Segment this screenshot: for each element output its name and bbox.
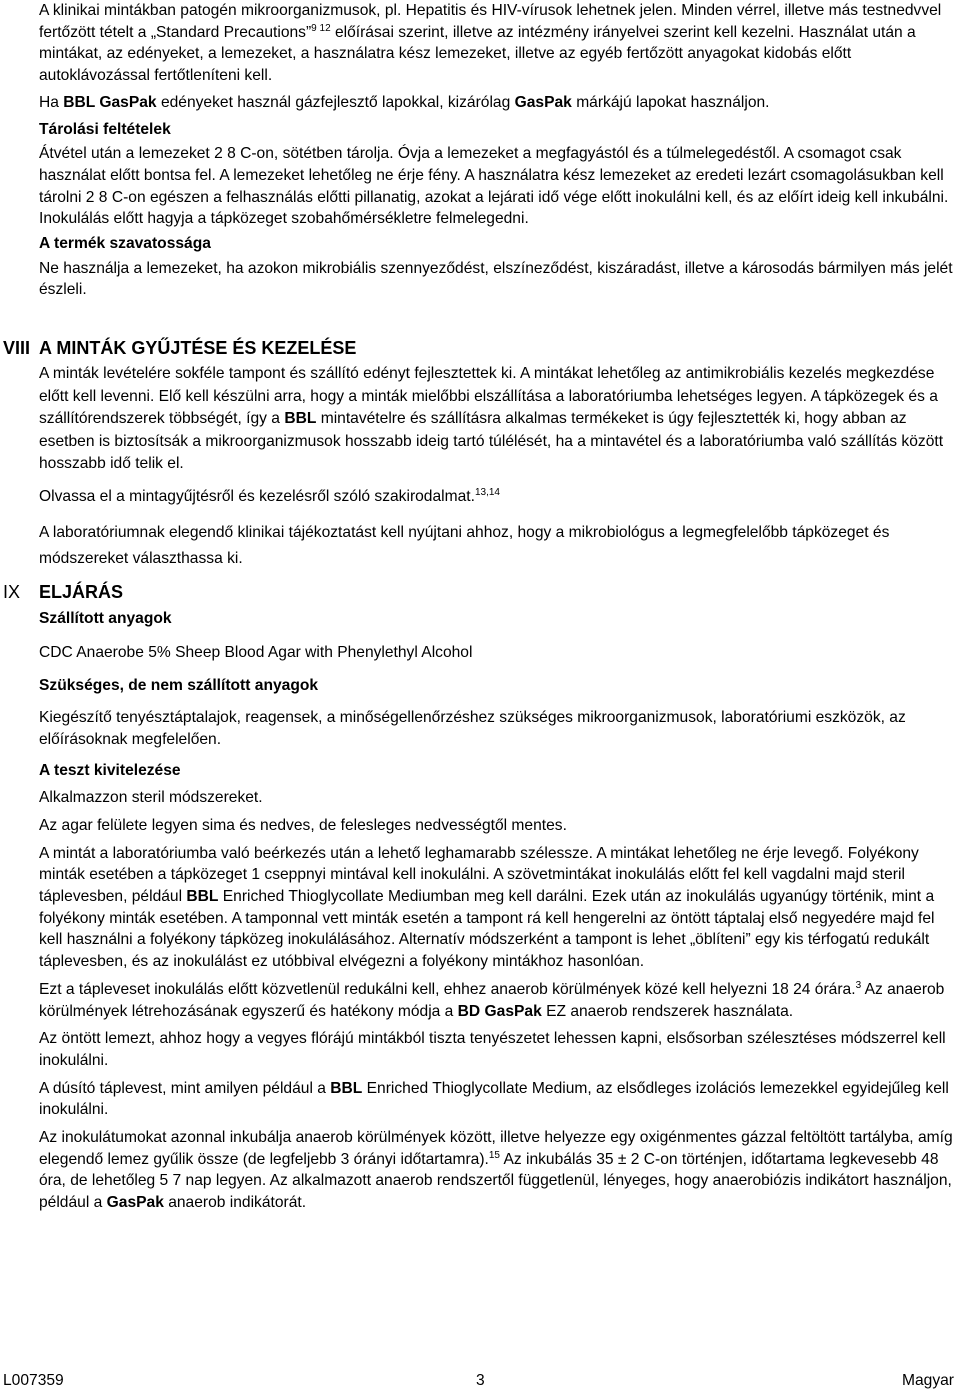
test-step-sterile: Alkalmazzon steril módszereket. bbox=[39, 789, 263, 807]
collection-paragraph: A minták levételére sokféle tampont és szállító edényt fejlesztettek ki. A mintákat lehetőleg az antimikrobiális kezelés megkezdése előtt kell levenni. Elő kell készülni arra, hogy a minták mielőbbi elszállítása a laboratóriumba lehetséges legyen. A tápközegek és a szállítórendszerek többségét, így a BBL mintavételre és szállításra alkalmas termékeket is úgy fejlesztették ki, hogy abban az esetben is biztosítsák a mikroorganizmusok hosszabb ideig tartó túlélését, ha a mintavétel és a laboratóriumba való szállítás között hosszabb idő telik el. bbox=[39, 365, 944, 473]
test-step-agar: Az agar felülete legyen sima és nedves, de felesleges nedvességtől mentes. bbox=[39, 816, 567, 834]
gaspak-paragraph: Ha BBL GasPak edényeket használ gázfejlesztő lapokkal, kizárólag GasPak márkájú lapokat használjon. bbox=[39, 93, 770, 111]
reference-superscript: 15 bbox=[488, 1149, 500, 1161]
supplied-heading: Szállított anyagok bbox=[39, 610, 172, 627]
test-step-inoculation: A mintát a laboratóriumba való beérkezés után a lehető leghamarabb szélessze. A mintákat lehetőleg ne érje levegő. Folyékony minták esetében a tápközeget 1 cseppnyi mintával kell inokulálni. A szövetmintákat inokulálás előtt fel kell vagdalni majd steril táplevesben, például BBL Enriched Thioglycollate Mediumban meg kell darálni. Ezek után az inokulálás ugyanúgy történik, mint a folyékony minták esetében. A tamponnal vett minták esetén a tampont rá kell hengerelni az öntött táptalaj első negyedére majd fel kell használni a folyékony tápközeg inokulálásához. Alternatív módszerként a tampont is lehet „öblíteni” egy kis térfogatú redukált táplevesben, és az inokulálást ez utóbbival elvégezni a folyékony mintákhoz hasonlóan. bbox=[39, 844, 935, 971]
footer-document-code: L007359 bbox=[3, 1372, 64, 1389]
test-step-incubation: Az inokulátumokat azonnal inkubálja anaerob körülmények között, illetve helyezze egy oxigénmentes gázzal feltöltött tartályba, amíg elegendő lemez gyűlik össze (de legfeljebb 3 órányi időtartamra).$^{15}$ Az inkubálás 35 ± 2 C-on történjen, időtartama legkevesebb 48 óra, de lehetőleg 5 7 nap legyen. Az alkalmazott anaerob rendszertől függetlenül, lényeges, hogy anaerobiózis indikátort használjon, például a GasPak anaerob indikátorát. bbox=[39, 1129, 953, 1212]
section-viii-heading bbox=[3, 337, 356, 359]
section-title: A MINTÁK GYŰJTÉSE ÉS KEZELÉSE bbox=[39, 338, 357, 358]
literature-paragraph: Olvassa el a mintagyűjtésről és kezelésről szóló szakirodalmat.$^{13,14}$ bbox=[39, 486, 500, 505]
required-text: Kiegészítő tenyésztáptalajok, reagensek, a minőségellenőrzéshez szükséges mikroorganizmusok, laboratóriumi eszközök, az előírásoknak megfelelően. bbox=[39, 709, 906, 748]
reference-superscript: 13,14 bbox=[474, 486, 500, 498]
intro-paragraph: A klinikai mintákban patogén mikroorganizmusok, pl. Hepatitis és HIV-vírusok lehetnek jelen. Minden vérrel, illetve más testnedvvel fertőzött tételt a „Standard Precautions”$^{9 12}$ előírásai szerint, illetve az intézmény irányelvei szerint kell kezelni. Használat után a mintákat, az edényeket, a lemezeket, a használatra kész lemezeket, illetve az egyéb fertőzött anyagokat kidobás előtt autoklávozással fertőtleníteni kell. bbox=[39, 2, 942, 85]
section-ix-body bbox=[39, 608, 955, 1214]
reference-superscript: 9 12 bbox=[311, 22, 331, 34]
quality-heading: A termék szavatossága bbox=[39, 235, 211, 253]
test-step-reduction: Ezt a tápleveset inokulálás előtt közvetlenül redukálni kell, ehhez anaerob körülmények közé kell helyezni 18 24 órára.$^3$ Az anaerob körülmények létrehozásának egyszerű és hatékony módja a BD GasPak EZ anaerob rendszerek használata. bbox=[39, 979, 945, 1020]
supplied-text: CDC Anaerobe 5% Sheep Blood Agar with Phenylethyl Alcohol bbox=[39, 643, 473, 661]
intro-block bbox=[39, 0, 955, 301]
section-viii-body bbox=[39, 363, 955, 572]
test-step-streaking: Az öntött lemezt, ahhoz hogy a vegyes flórájú mintákból tiszta tenyészetet lehessen kapni, elsősorban szélesztéses módszerrel kell inokulálni. bbox=[39, 1030, 946, 1069]
footer-page-number: 3 bbox=[476, 1372, 485, 1389]
reference-superscript: 3 bbox=[855, 979, 862, 991]
required-heading: Szükséges, de nem szállított anyagok bbox=[39, 677, 319, 695]
quality-text: Ne használja a lemezeket, ha azokon mikrobiális szennyeződést, elszíneződést, kiszáradást, illetve a károsodás bármilyen más jelét észleli. bbox=[39, 259, 953, 299]
section-ix-number: IX bbox=[3, 582, 21, 602]
footer-language: Magyar bbox=[902, 1372, 954, 1389]
test-step-enrichment: A dúsító táplevest, mint amilyen például a BBL Enriched Thioglycollate Medium, az elsődleges izolációs lemezekkel egyidejűleg kell inokulálni. bbox=[39, 1079, 949, 1119]
section-ix-title: ELJÁRÁS bbox=[39, 582, 124, 602]
lab-info-paragraph: A laboratóriumnak elegendő klinikai tájékoztatást kell nyújtani ahhoz, hogy a mikrobiológus a legmegfelelőbb tápközeget és módszereket választhassa ki. bbox=[39, 523, 890, 567]
section-number: VIII bbox=[3, 338, 31, 358]
storage-text: Átvétel után a lemezeket 2 8 C-on, sötétben tárolja. Óvja a lemezeket a megfagyástól és a túlmelegedéstől. A csomagot csak használat előtt bontsa fel. A lemezeket lehetőleg ne érje fény. A használatra kész lemezeket az eredeti lezárt csomagolásukban kell tárolni 2 8 C-on egészen a felhasználás előtti pillanatig, azokat a lejárati idő vége előtt inokulálni kell, és az előírt ideig kell inkubálni. Inokulálás előtt hagyja a tápközeget szobahőmérsékletre felmelegedni. bbox=[39, 145, 949, 228]
test-heading: A teszt kivitelezése bbox=[39, 761, 181, 779]
storage-heading: Tárolási feltételek bbox=[39, 120, 171, 138]
